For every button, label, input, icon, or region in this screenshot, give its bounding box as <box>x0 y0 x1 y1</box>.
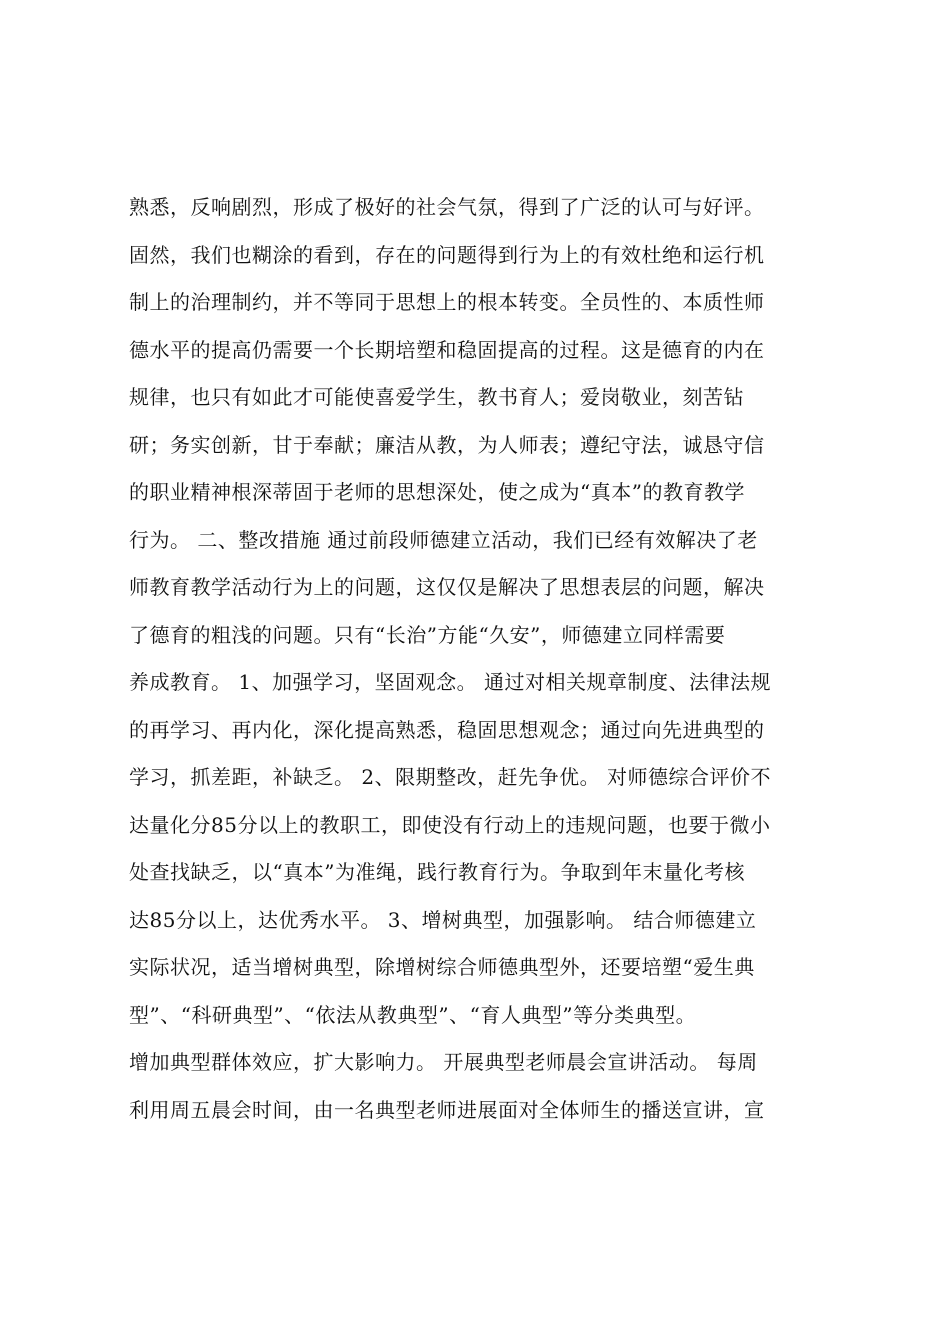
text-line: 制上的治理制约，并不等同于思想上的根本转变。全员性的、本质性师 <box>129 290 765 314</box>
body-text <box>129 184 829 1134</box>
text-line: 增加典型群体效应，扩大影响力。 开展典型老师晨会宣讲活动。 每周 <box>129 1050 758 1074</box>
text-line: 达85分以上，达优秀水平。 3、增树典型，加强影响。 结合师德建立 <box>129 907 757 932</box>
text-line: 熟悉，反响剧烈，形成了极好的社会气氛，得到了广泛的认可与好评。 <box>129 195 765 219</box>
text-line: 研；务实创新，甘于奉献；廉洁从教，为人师表；遵纪守法，诚恳守信 <box>129 432 765 457</box>
text-line: 养成教育。 1、加强学习，坚固观念。 通过对相关规章制度、法律法规 <box>129 670 771 694</box>
text-line: 固然，我们也糊涂的看到，存在的问题得到行为上的有效杜绝和运行机 <box>129 242 765 267</box>
text-line: 型”、“科研典型”、“依法从教典型”、“育人典型”等分类典型。 <box>129 1002 697 1027</box>
text-line: 规律，也只有如此才可能使喜爱学生，教书育人；爱岗敬业，刻苦钻 <box>129 385 744 409</box>
text-line: 处查找缺乏，以“真本”为准绳，践行教育行为。争取到年末量化考核 <box>129 860 745 884</box>
text-line: 学习，抓差距，补缺乏。 2、限期整改，赶先争优。 对师德综合评价不 <box>129 765 771 789</box>
text-line: 德水平的提高仍需要一个长期培塑和稳固提高的过程。这是德育的内在 <box>129 337 765 362</box>
text-line: 了德育的粗浅的问题。只有“长治”方能“久安”，师德建立同样需要 <box>129 622 726 647</box>
text-line: 行为。 二、整改措施 通过前段师德建立活动，我们已经有效解决了老 <box>129 527 758 552</box>
text-line: 达量化分85分以上的教职工，即使没有行动上的违规问题，也要于微小 <box>129 812 771 837</box>
text-line: 的再学习、再内化，深化提高熟悉，稳固思想观念；通过向先进典型的 <box>129 717 765 742</box>
text-line: 利用周五晨会时间，由一名典型老师进展面对全体师生的播送宣讲，宣 <box>129 1097 765 1122</box>
text-line: 的职业精神根深蒂固于老师的思想深处，使之成为“真本”的教育教学 <box>129 480 745 504</box>
text-line: 师教育教学活动行为上的问题，这仅仅是解决了思想表层的问题，解决 <box>129 575 765 599</box>
text-line: 实际状况，适当增树典型，除增树综合师德典型外，还要培塑“爱生典 <box>129 955 755 979</box>
